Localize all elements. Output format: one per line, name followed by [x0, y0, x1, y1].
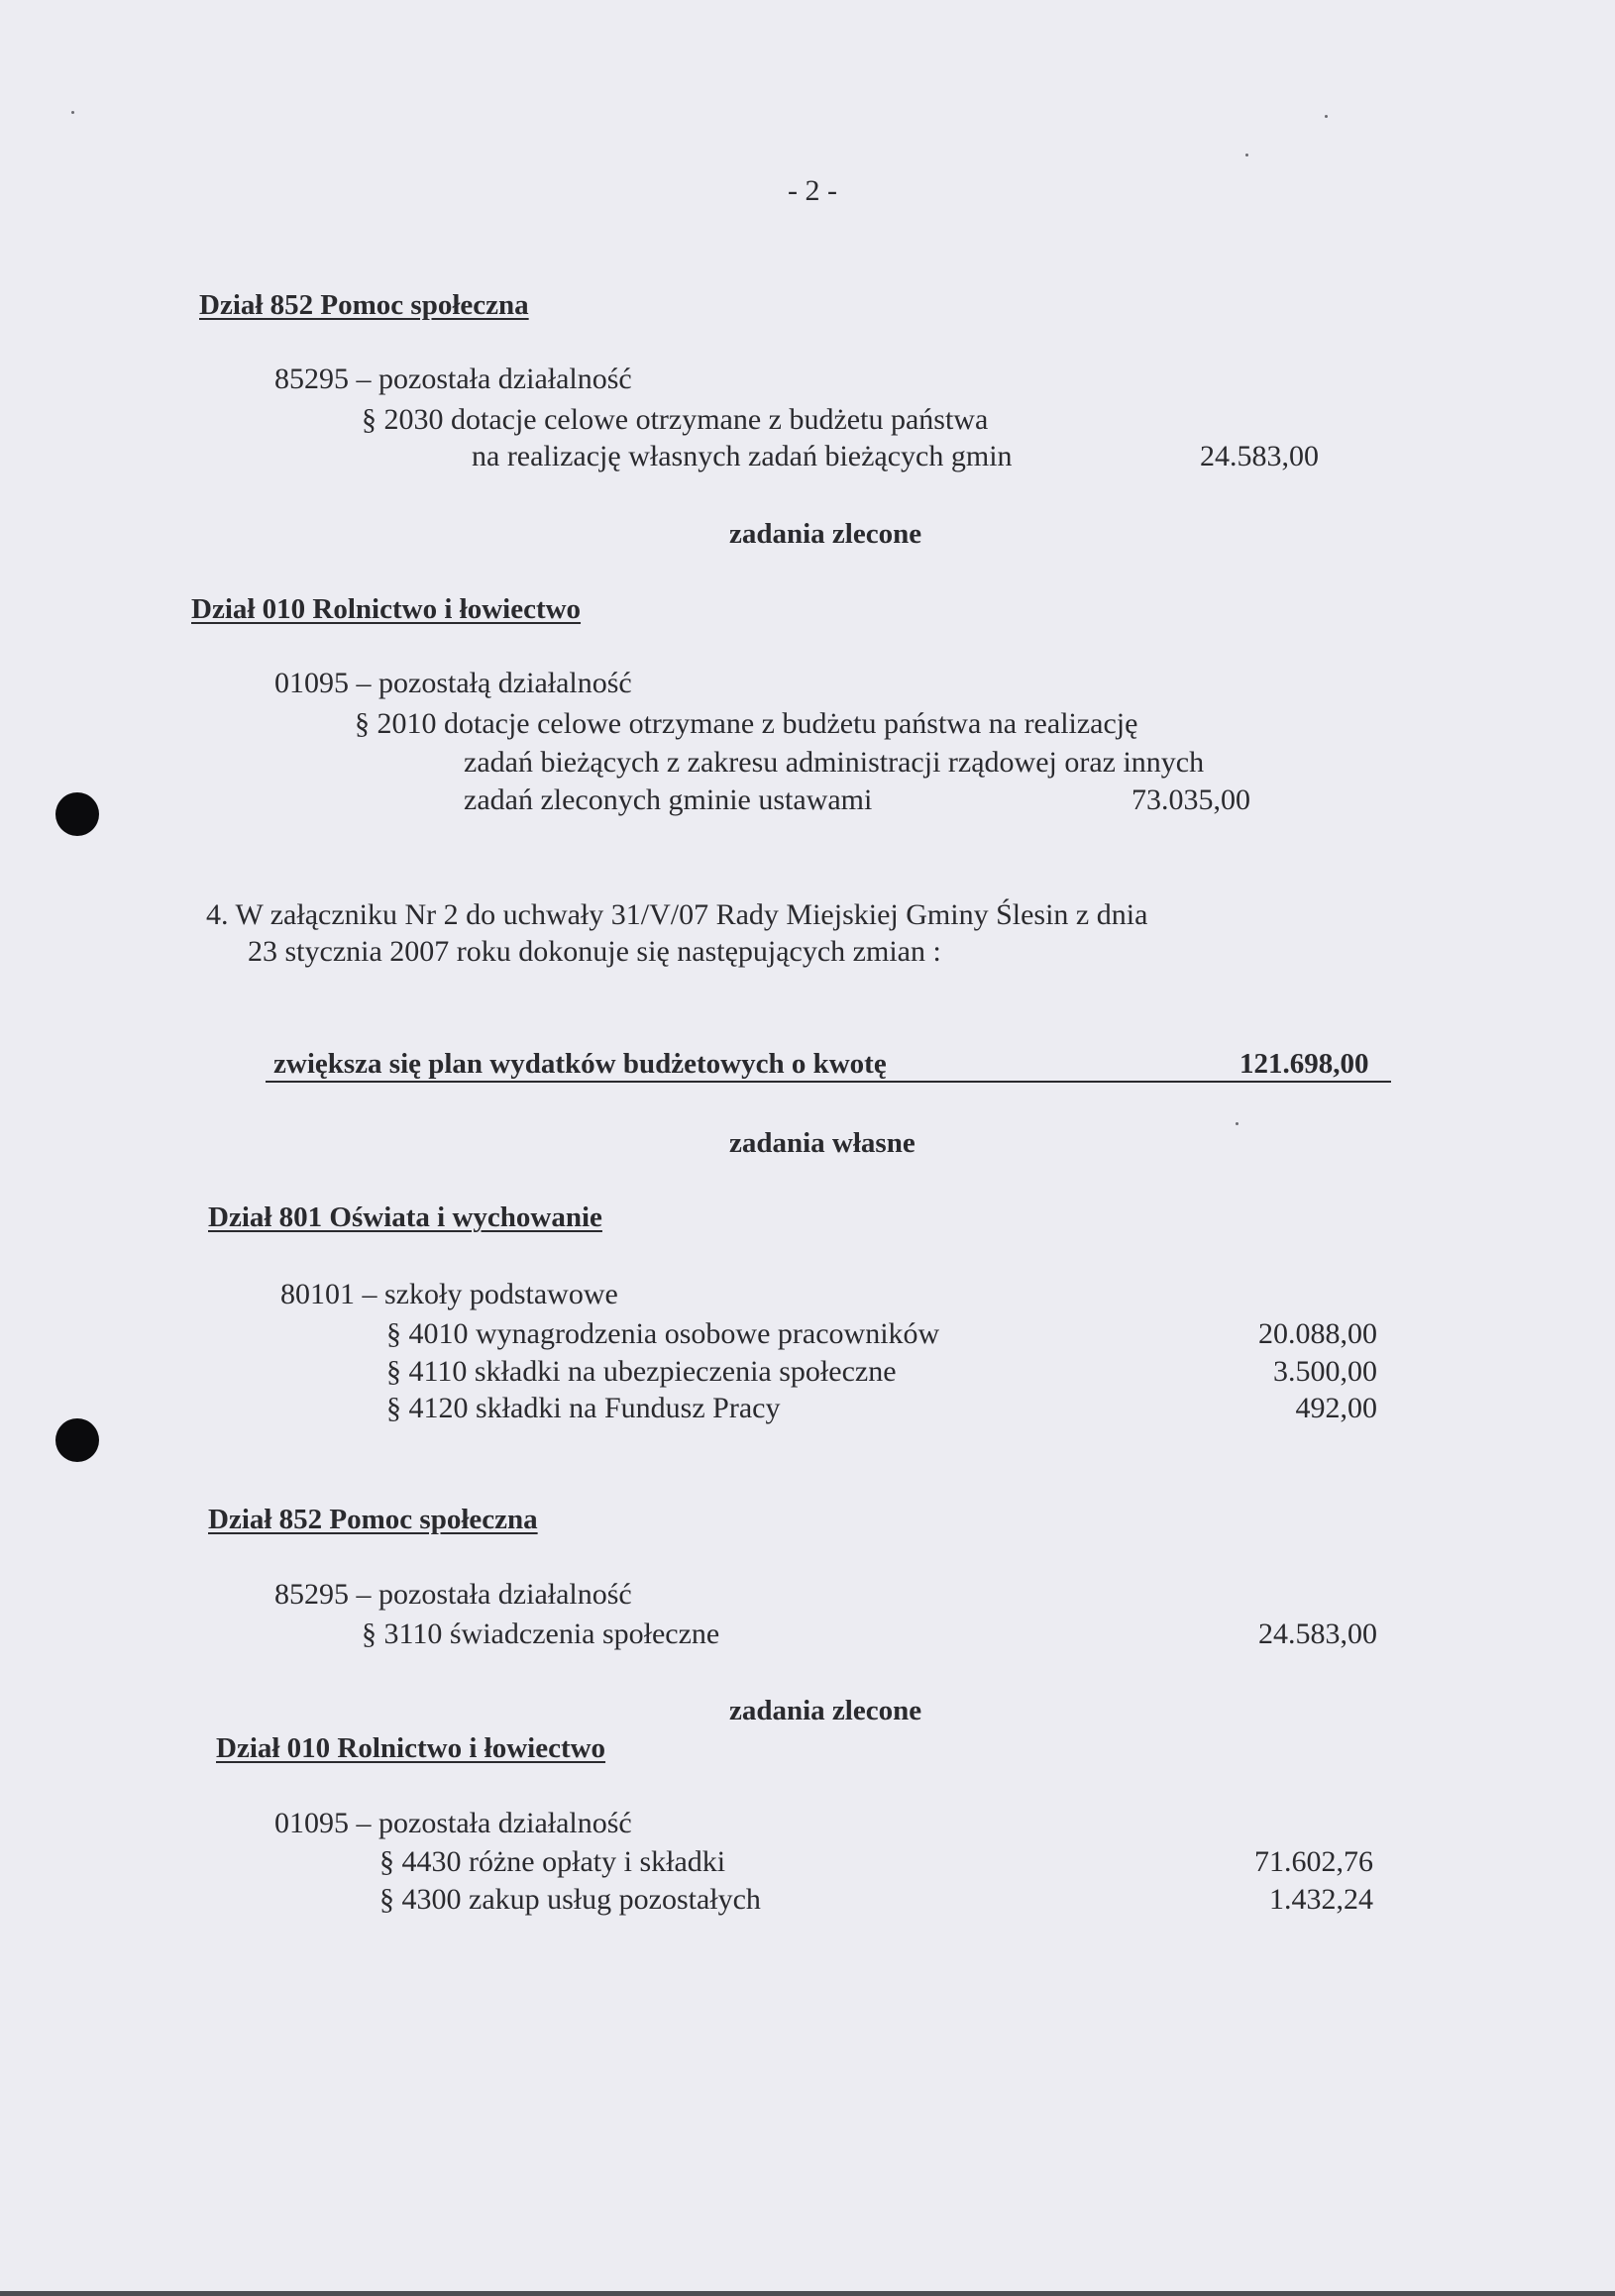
section-heading: Dział 852 Pomoc społeczna [199, 289, 529, 321]
section-heading: Dział 801 Oświata i wychowanie [208, 1201, 602, 1233]
line-item-label: § 4300 zakup usług pozostałych [379, 1883, 761, 1916]
section-heading: Dział 010 Rolnictwo i łowiectwo [191, 593, 582, 625]
subsection-label: 85295 – pozostała działalność [274, 1578, 632, 1611]
line-item-label: § 4110 składki na ubezpieczenia społeczne [386, 1355, 897, 1388]
line-item-amount: 24.583,00 [1258, 1618, 1377, 1650]
line-item-label: § 4120 składki na Fundusz Pracy [386, 1392, 781, 1424]
underline-rule [266, 1081, 1391, 1083]
amount-value: 24.583,00 [1200, 440, 1319, 472]
scan-speck [71, 111, 74, 114]
expense-increase-amount: 121.698,00 [1239, 1048, 1369, 1080]
line-item-label: § 4010 wynagrodzenia osobowe pracowników [386, 1317, 940, 1350]
scan-speck [1236, 1122, 1238, 1125]
line-item-amount: 1.432,24 [1269, 1883, 1373, 1916]
paragraph-line: 4. W załączniku Nr 2 do uchwały 31/V/07 Rady Miejskiej Gminy Ślesin z dnia [206, 898, 1148, 931]
expense-increase-label: zwiększa się plan wydatków budżetowych o kwotę [273, 1048, 887, 1080]
punch-hole-top [55, 792, 99, 836]
subsection-label: 01095 – pozostałą działalność [274, 667, 632, 699]
category-label: zadania własne [729, 1127, 915, 1159]
paragraph-line: zadań zleconych gminie ustawami [464, 783, 873, 816]
line-item-label: § 4430 różne opłaty i składki [379, 1845, 726, 1878]
line-item-amount: 3.500,00 [1273, 1355, 1377, 1388]
category-label: zadania zlecone [729, 518, 922, 550]
category-label: zadania zlecone [729, 1695, 922, 1726]
scan-speck [1245, 154, 1248, 157]
line-item-label: § 3110 świadczenia społeczne [362, 1618, 720, 1650]
line-item-amount: 71.602,76 [1254, 1845, 1373, 1878]
scan-edge [0, 2291, 1615, 2296]
page-number: - 2 - [788, 174, 837, 207]
paragraph-line: § 2010 dotacje celowe otrzymane z budżetu państwa na realizację [355, 707, 1138, 740]
paragraph-line: 23 stycznia 2007 roku dokonuje się następujących zmian : [248, 935, 941, 968]
subsection-label: 01095 – pozostała działalność [274, 1807, 632, 1839]
subsection-label: 80101 – szkoły podstawowe [280, 1278, 618, 1310]
section-heading: Dział 010 Rolnictwo i łowiectwo [216, 1732, 606, 1764]
line-item-amount: 20.088,00 [1258, 1317, 1377, 1350]
amount-value: 73.035,00 [1131, 783, 1250, 816]
scan-speck [1325, 115, 1328, 118]
line-item-amount: 492,00 [1295, 1392, 1377, 1424]
paragraph-line: § 2030 dotacje celowe otrzymane z budżetu państwa [362, 403, 989, 436]
paragraph-line: na realizację własnych zadań bieżących gmin [472, 440, 1013, 472]
section-heading: Dział 852 Pomoc społeczna [208, 1504, 538, 1535]
paragraph-line: zadań bieżących z zakresu administracji rządowej oraz innych [464, 746, 1205, 779]
subsection-label: 85295 – pozostała działalność [274, 363, 632, 395]
punch-hole-bottom [55, 1418, 99, 1462]
